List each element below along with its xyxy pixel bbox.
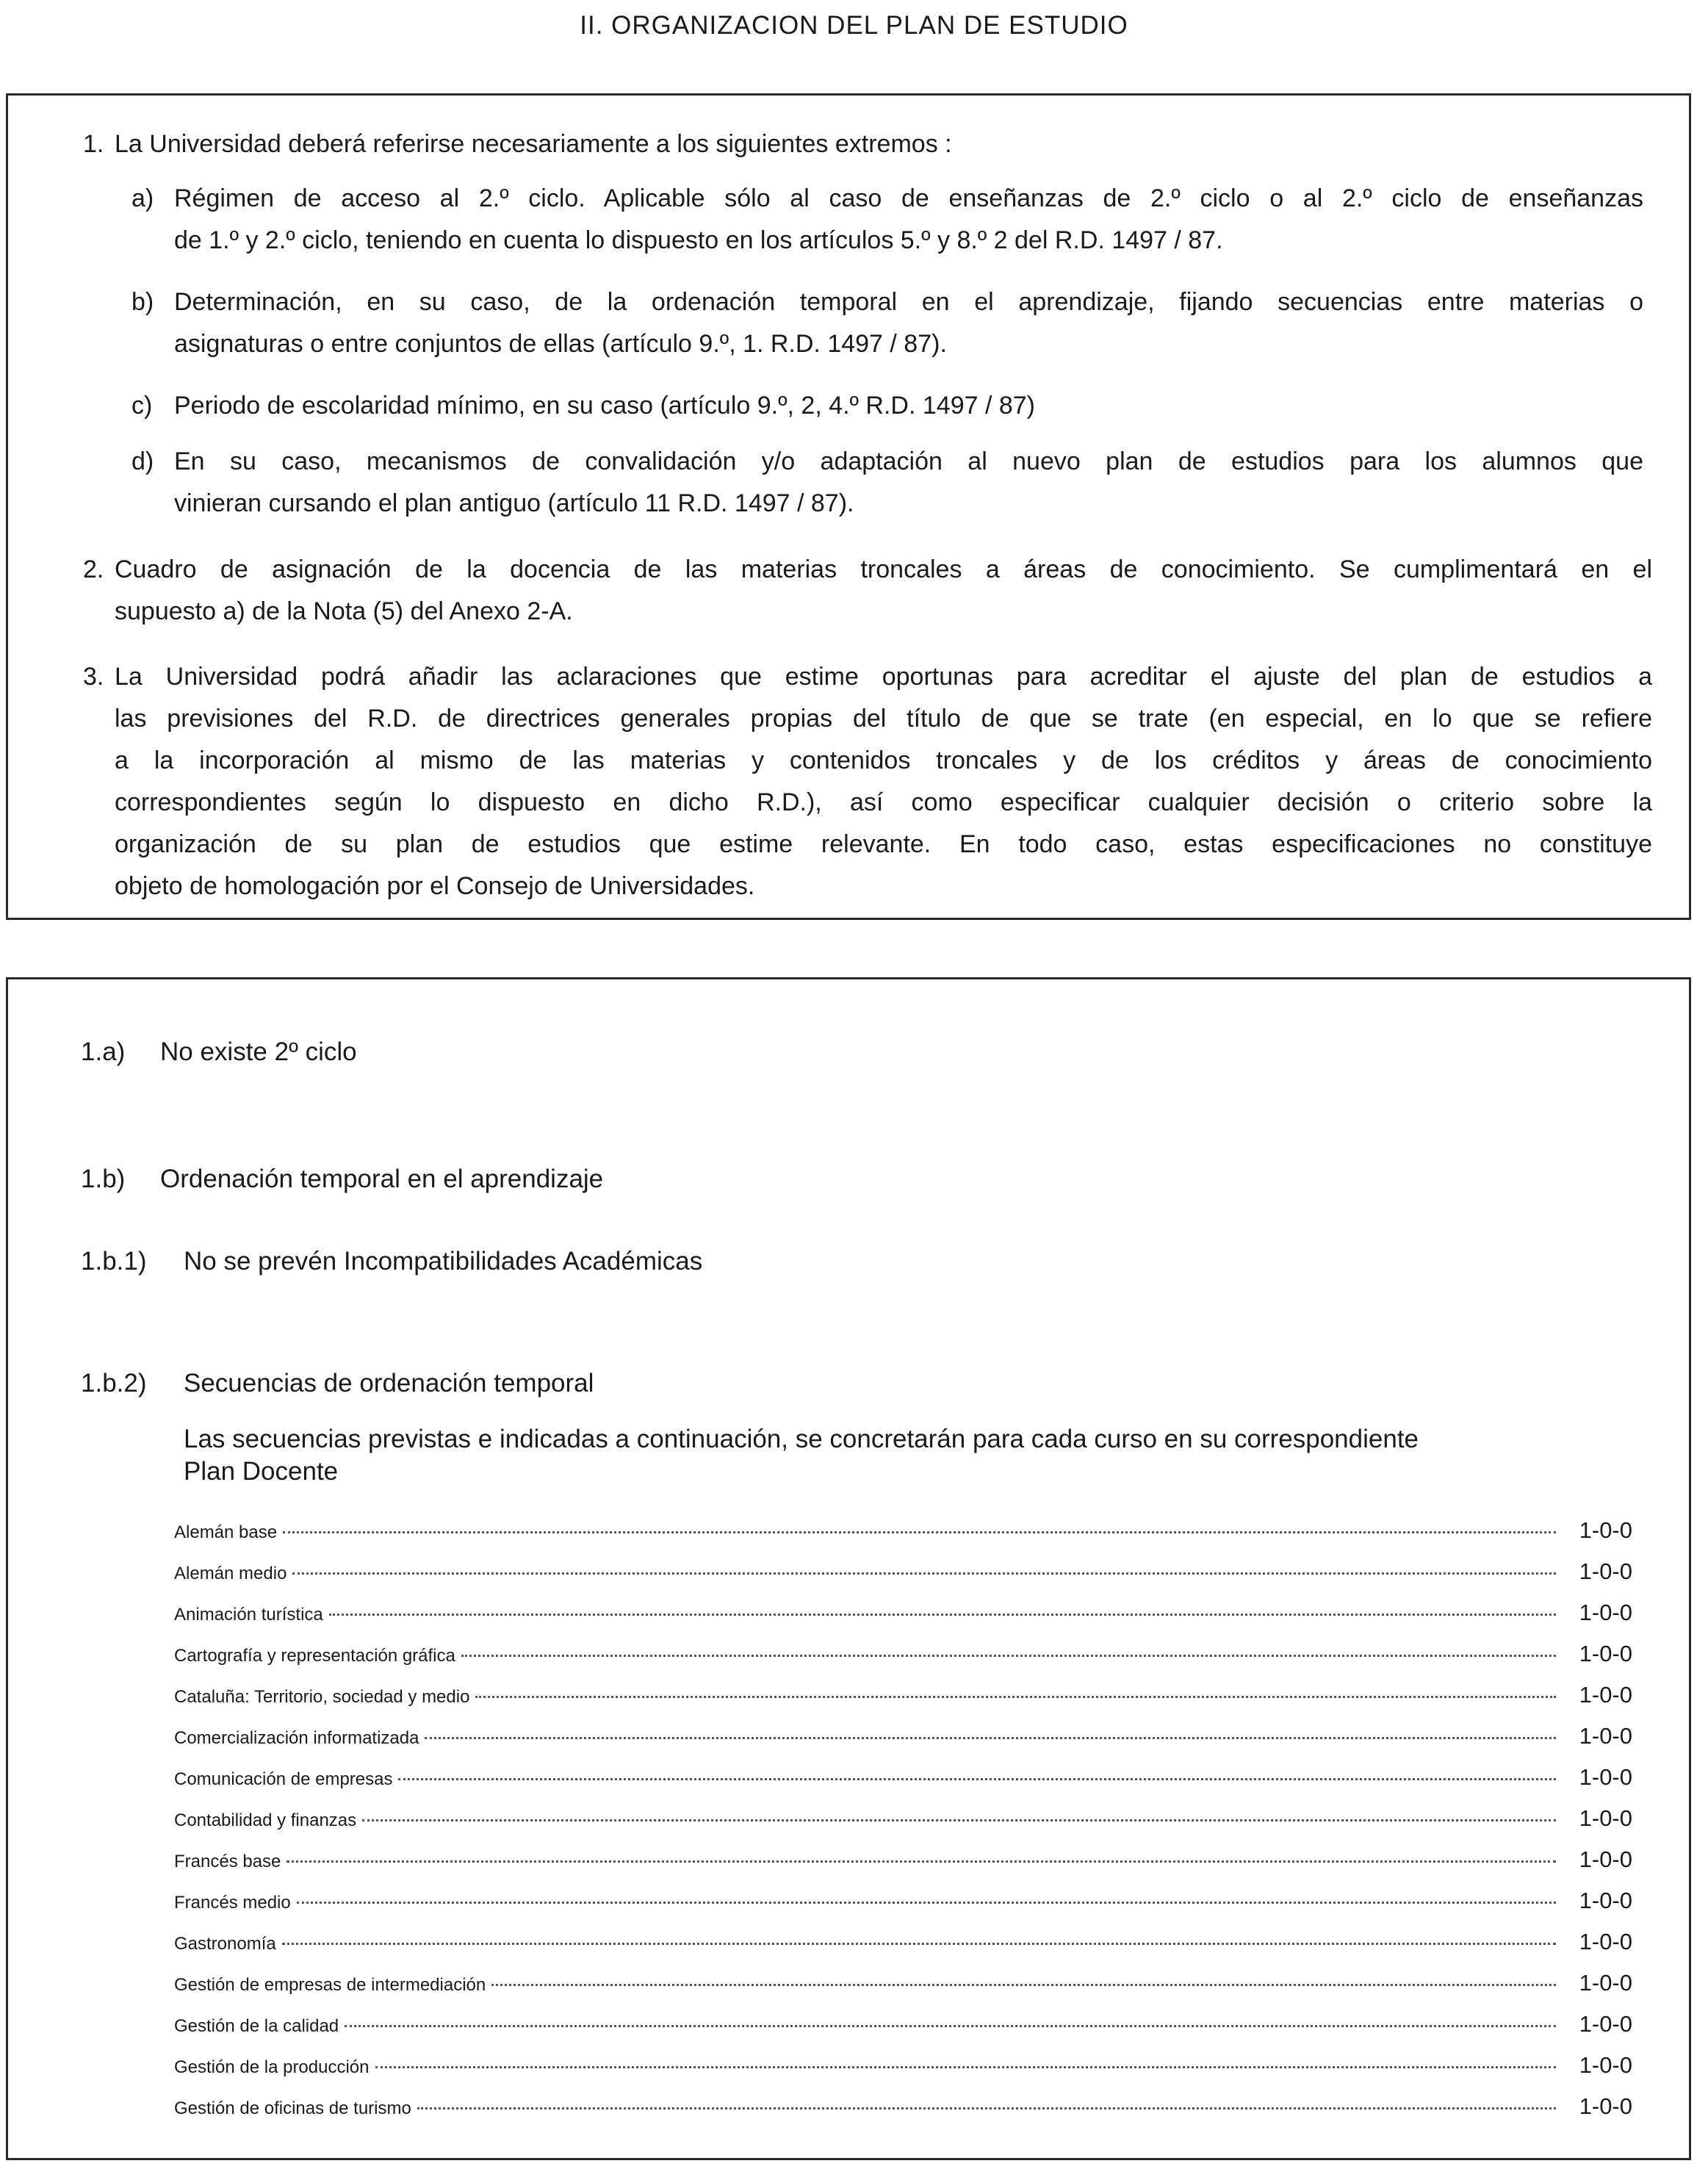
subitem-line: Determinación, en su caso, de la ordenación temporal en el aprendizaje, fijando secuencias entre materias o <box>174 288 1643 316</box>
item-line: las previsiones del R.D. de directrices generales propias del título de que se trate (en especial, en lo que se refiere <box>115 705 1652 733</box>
sequence-subject: Contabilidad y finanzas <box>174 1810 357 1830</box>
dot-leader <box>287 1860 1556 1863</box>
subitem-letter: d) <box>131 447 154 475</box>
sequence-row <box>174 1682 1632 1723</box>
sequence-row <box>174 2093 1632 2134</box>
sequence-code: 1-0-0 <box>1579 1888 1632 1913</box>
sequence-code: 1-0-0 <box>1579 1641 1632 1666</box>
sequence-row <box>174 1723 1632 1764</box>
sequence-subject: Comunicación de empresas <box>174 1769 393 1789</box>
sequence-code: 1-0-0 <box>1579 1846 1632 1872</box>
sequence-subject: Cataluña: Territorio, sociedad y medio <box>174 1687 470 1707</box>
sequence-list <box>174 1517 1632 2134</box>
sequence-row <box>174 1641 1632 1682</box>
subitem-line: Periodo de escolaridad mínimo, en su caso (artículo 9.º, 2, 4.º R.D. 1497 / 87) <box>174 392 1035 420</box>
sequence-code: 1-0-0 <box>1579 1517 1632 1543</box>
sequence-subject: Gestión de la calidad <box>174 2016 339 2036</box>
sequence-row <box>174 1558 1632 1600</box>
response-label: 1.b.2) <box>81 1369 147 1398</box>
response-label: 1.b.1) <box>81 1247 147 1276</box>
dot-leader <box>329 1614 1556 1616</box>
dot-leader <box>345 2025 1556 2027</box>
sequence-code: 1-0-0 <box>1579 1558 1632 1584</box>
sequence-subject: Gestión de empresas de intermediación <box>174 1975 486 1995</box>
subitem-letter: c) <box>131 392 153 420</box>
page-title: II. ORGANIZACION DEL PLAN DE ESTUDIO <box>580 11 1128 40</box>
sequence-subject: Animación turística <box>174 1605 323 1625</box>
sequence-code: 1-0-0 <box>1579 1929 1632 1954</box>
sequence-subject: Comercialización informatizada <box>174 1728 419 1748</box>
sequence-row <box>174 2052 1632 2093</box>
dot-leader <box>297 1902 1556 1904</box>
sequence-row <box>174 1846 1632 1888</box>
subitem-line: Régimen de acceso al 2.º ciclo. Aplicable sólo al caso de enseñanzas de 2.º ciclo o al 2.º ciclo de enseñanzas <box>174 184 1643 212</box>
sequence-row <box>174 2011 1632 2052</box>
response-text: Secuencias de ordenación temporal <box>184 1369 594 1398</box>
sequence-subject: Francés medio <box>174 1893 291 1913</box>
subitem-line: de 1.º y 2.º ciclo, teniendo en cuenta lo dispuesto en los artículos 5.º y 8.º 2 del R.D. 1497 / 87. <box>174 226 1223 254</box>
sequence-subject: Francés base <box>174 1852 281 1871</box>
item-line: supuesto a) de la Nota (5) del Anexo 2-A. <box>115 597 573 625</box>
sequence-code: 1-0-0 <box>1579 2011 1632 2037</box>
item-line: Cuadro de asignación de la docencia de las materias troncales a áreas de conocimiento. Se cumplimentará en el <box>115 555 1652 583</box>
sequence-subject: Alemán base <box>174 1522 278 1542</box>
dot-leader <box>282 1943 1556 1945</box>
item-line: objeto de homologación por el Consejo de Universidades. <box>115 872 755 900</box>
note-line: Plan Docente <box>184 1457 339 1486</box>
sequence-row <box>174 1600 1632 1641</box>
subitem-line: vinieran cursando el plan antiguo (artículo 11 R.D. 1497 / 87). <box>174 489 854 517</box>
sequence-row <box>174 1970 1632 2011</box>
item-text: La Universidad deberá referirse necesariamente a los siguientes extremos : <box>115 130 952 158</box>
response-label: 1.b) <box>81 1165 126 1193</box>
dot-leader <box>398 1778 1556 1780</box>
instructions-box <box>6 93 1691 920</box>
response-text: No se prevén Incompatibilidades Académicas <box>184 1247 703 1276</box>
subitem-letter: b) <box>131 288 154 316</box>
sequence-row <box>174 1517 1632 1558</box>
subitem-letter: a) <box>131 184 154 212</box>
dot-leader <box>417 2107 1556 2109</box>
sequence-subject: Alemán medio <box>174 1564 287 1583</box>
sequence-row <box>174 1764 1632 1805</box>
item-number: 1. <box>83 130 104 158</box>
item-number: 2. <box>83 555 104 583</box>
dot-leader <box>375 2066 1557 2068</box>
dot-leader <box>461 1655 1556 1657</box>
sequence-subject: Gastronomía <box>174 1934 276 1954</box>
item-line: correspondientes según lo dispuesto en dicho R.D.), así como especificar cualquier decisión o criterio sobre la <box>115 788 1652 816</box>
sequence-code: 1-0-0 <box>1579 1600 1632 1625</box>
sequence-subject: Gestión de oficinas de turismo <box>174 2098 411 2118</box>
dot-leader <box>425 1737 1556 1739</box>
item-line: organización de su plan de estudios que estime relevante. En todo caso, estas especificaciones no constituye <box>115 830 1652 858</box>
sequence-code: 1-0-0 <box>1579 1805 1632 1831</box>
item-line: La Universidad podrá añadir las aclaraciones que estime oportunas para acreditar el ajuste del plan de estudios a <box>115 663 1652 691</box>
note-line: Las secuencias previstas e indicadas a continuación, se concretarán para cada curso en su correspondiente <box>184 1425 1419 1453</box>
subitem-line: En su caso, mecanismos de convalidación y/o adaptación al nuevo plan de estudios para los alumnos que <box>174 447 1643 475</box>
sequence-row <box>174 1888 1632 1929</box>
response-label: 1.a) <box>81 1037 126 1066</box>
subitem-line: asignaturas o entre conjuntos de ellas (artículo 9.º, 1. R.D. 1497 / 87). <box>174 330 947 358</box>
response-note <box>184 1423 1635 1488</box>
dot-leader <box>283 1531 1556 1533</box>
item-line: a la incorporación al mismo de las materias y contenidos troncales y de los créditos y áreas de conocimiento <box>115 747 1652 774</box>
sequence-row <box>174 1929 1632 1970</box>
item-number: 3. <box>83 663 104 691</box>
sequence-code: 1-0-0 <box>1579 1764 1632 1790</box>
sequence-code: 1-0-0 <box>1579 2093 1632 2119</box>
dot-leader <box>292 1572 1556 1575</box>
sequence-code: 1-0-0 <box>1579 1970 1632 1996</box>
sequence-row <box>174 1805 1632 1846</box>
dot-leader <box>475 1696 1556 1698</box>
dot-leader <box>491 1984 1556 1986</box>
sequence-code: 1-0-0 <box>1579 2052 1632 2078</box>
dot-leader <box>362 1819 1556 1821</box>
sequence-subject: Gestión de la producción <box>174 2057 370 2077</box>
response-text: No existe 2º ciclo <box>160 1037 357 1066</box>
sequence-code: 1-0-0 <box>1579 1682 1632 1708</box>
sequence-code: 1-0-0 <box>1579 1723 1632 1749</box>
response-text: Ordenación temporal en el aprendizaje <box>160 1165 604 1193</box>
sequence-subject: Cartografía y representación gráfica <box>174 1646 455 1666</box>
